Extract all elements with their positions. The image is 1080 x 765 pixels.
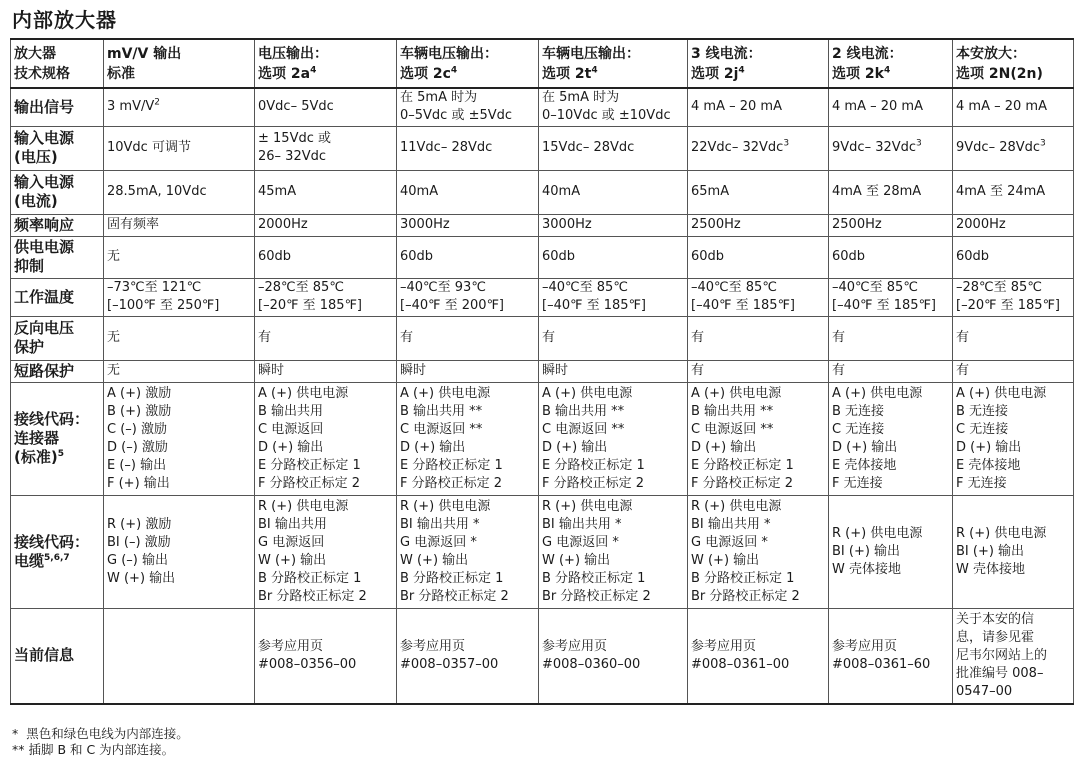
cell-text: 无 [107, 249, 121, 264]
cell-text: 无 [107, 330, 121, 345]
table-row [11, 88, 1074, 126]
cell-text: R (+) 供电电源 BI 输出共用 * G 电源返回 * W (+) 输出 B 分路校正标定 1 Br 分路校正标定 2 [691, 498, 800, 604]
table-cell [104, 360, 255, 382]
table-cell [688, 236, 829, 278]
table-cell [688, 88, 829, 126]
footnote-ref: 2 [154, 97, 160, 108]
table-body [11, 88, 1074, 704]
row-header-text: 输入电源 (电压) [14, 129, 75, 166]
table-cell [688, 382, 829, 495]
cell-text: –28℃至 85℃ [–20℉ 至 185℉] [258, 280, 363, 313]
table-cell [397, 608, 539, 704]
table-cell [397, 316, 539, 360]
footnote-2: ** 插脚 B 和 C 为内部连接。 [12, 742, 175, 757]
footnote-ref: 4 [310, 64, 317, 75]
table-cell [255, 608, 397, 704]
table-cell [953, 278, 1074, 316]
table-row [11, 170, 1074, 214]
cell-text: 参考应用页 #008–0361–60 [832, 638, 931, 672]
table-cell [104, 316, 255, 360]
cell-text: 参考应用页 #008–0356–00 [258, 638, 357, 672]
row-header-text: 反向电压 保护 [14, 319, 75, 356]
table-cell [688, 316, 829, 360]
cell-text: 4mA 至 24mA [956, 184, 1046, 199]
table-cell [104, 214, 255, 236]
row-header-text: 接线代码： 电缆 [14, 532, 90, 570]
table-cell [829, 278, 953, 316]
table-cell [539, 88, 688, 126]
table-cell [255, 236, 397, 278]
cell-text: 有 [956, 363, 970, 378]
cell-text: 4 mA – 20 mA [832, 99, 923, 115]
cell-text: ± 15Vdc 或 26– 32Vdc [258, 131, 331, 164]
table-cell [953, 214, 1074, 236]
row-header-text: 频率响应 [14, 215, 75, 234]
column-header-text: mV/V 输出 标准 [107, 45, 182, 82]
table-cell [255, 214, 397, 236]
cell-text: 4 mA – 20 mA [691, 99, 782, 115]
cell-text: 3 mV/V [107, 99, 155, 115]
table-cell [829, 316, 953, 360]
footnote-1: * 黑色和绿色电线为内部连接。 [12, 726, 189, 741]
table-cell [953, 382, 1074, 495]
table-cell [104, 495, 255, 608]
table-row [11, 126, 1074, 170]
cell-text: 4 mA – 20 mA [956, 99, 1047, 115]
row-header [11, 495, 104, 608]
table-cell [255, 495, 397, 608]
cell-text: 固有频率 [107, 217, 160, 232]
table-cell [829, 495, 953, 608]
table-cell [397, 360, 539, 382]
table-cell [397, 88, 539, 126]
cell-text: 有 [400, 330, 414, 345]
column-header-text: 放大器 技术规格 [14, 45, 70, 82]
cell-text: 瞬时 [258, 363, 285, 378]
cell-text: 9Vdc– 28Vdc [956, 140, 1041, 155]
cell-text: 60db [832, 249, 866, 264]
table-cell [104, 88, 255, 126]
row-header-text: 当前信息 [14, 646, 75, 665]
table-cell [255, 126, 397, 170]
footnote-ref: 4 [591, 64, 598, 75]
footnote-ref: 5 [57, 449, 64, 459]
table-row [11, 316, 1074, 360]
cell-text: 60db [691, 249, 725, 264]
cell-text: 2500Hz [691, 217, 741, 232]
table-cell [397, 278, 539, 316]
column-header-text: 电压输出： 选项 2a [258, 45, 328, 82]
row-header-text: 输出信号 [14, 97, 75, 116]
cell-text: A (+) 激励 B (+) 激励 C (–) 激励 D (–) 激励 E (–) 输出 F (+) 输出 [107, 385, 172, 491]
cell-text: 关于本安的信 息，请参见霍 尼韦尔网站上的 批准编号 008– 0547–00 [956, 611, 1048, 699]
column-header-text: 车辆电压输出： 选项 2t [542, 45, 640, 82]
cell-text: A (+) 供电电源 B 输出共用 ** C 电源返回 ** D (+) 输出 E 分路校正标定 1 F 分路校正标定 2 [542, 385, 645, 491]
table-cell [953, 170, 1074, 214]
cell-text: A (+) 供电电源 B 输出共用 ** C 电源返回 ** D (+) 输出 E 分路校正标定 1 F 分路校正标定 2 [400, 385, 503, 491]
table-cell [104, 278, 255, 316]
table-cell [397, 214, 539, 236]
table-cell [397, 495, 539, 608]
column-header-2 [255, 39, 397, 88]
cell-text: A (+) 供电电源 B 输出共用 C 电源返回 D (+) 输出 E 分路校正标定 1 F 分路校正标定 2 [258, 385, 361, 491]
table-cell [255, 88, 397, 126]
table-cell [539, 608, 688, 704]
footnote-ref: 4 [738, 64, 745, 75]
row-header [11, 214, 104, 236]
column-header-text: 3 线电流： 选项 2j [691, 45, 762, 82]
cell-text: 60db [400, 249, 434, 264]
row-header [11, 236, 104, 278]
footnote-ref: 4 [883, 64, 891, 75]
cell-text: 有 [956, 330, 970, 345]
table-cell [829, 382, 953, 495]
table-cell [104, 236, 255, 278]
table-cell [953, 88, 1074, 126]
cell-text: 22Vdc– 32Vdc [691, 140, 784, 155]
cell-text: 45mA [258, 184, 297, 199]
table-cell [397, 170, 539, 214]
row-header [11, 382, 104, 495]
footnote-ref: 5,6,7 [44, 552, 70, 563]
table-cell [953, 360, 1074, 382]
cell-text: A (+) 供电电源 B 输出共用 ** C 电源返回 ** D (+) 输出 E 分路校正标定 1 F 分路校正标定 2 [691, 385, 794, 491]
cell-text: 瞬时 [400, 363, 427, 378]
cell-text: 65mA [691, 184, 730, 199]
table-cell [829, 360, 953, 382]
table-cell [104, 608, 255, 704]
cell-text: –73℃至 121℃ [–100℉ 至 250℉] [107, 280, 220, 313]
table-cell [688, 170, 829, 214]
column-header-0 [11, 39, 104, 88]
table-cell [255, 360, 397, 382]
table-cell [829, 126, 953, 170]
cell-text: A (+) 供电电源 B 无连接 C 无连接 D (+) 输出 E 壳体接地 F 无连接 [832, 385, 923, 491]
row-header [11, 608, 104, 704]
footnote-ref: 3 [783, 138, 790, 149]
column-header-1 [104, 39, 255, 88]
footnote-ref: 4 [450, 64, 458, 75]
table-cell [539, 278, 688, 316]
cell-text: A (+) 供电电源 B 无连接 C 无连接 D (+) 输出 E 壳体接地 F 无连接 [956, 385, 1047, 491]
row-header [11, 278, 104, 316]
amplifier-spec-table [10, 38, 1074, 705]
column-header-text: 本安放大： 选项 2N(2n) [956, 45, 1043, 82]
cell-text: R (+) 供电电源 BI (+) 输出 W 壳体接地 [832, 525, 923, 577]
row-header [11, 360, 104, 382]
cell-text: 2000Hz [258, 217, 308, 232]
table-cell [255, 382, 397, 495]
table-cell [397, 382, 539, 495]
table-cell [688, 360, 829, 382]
table-cell [829, 170, 953, 214]
cell-text: R (+) 供电电源 BI 输出共用 * G 电源返回 * W (+) 输出 B 分路校正标定 1 Br 分路校正标定 2 [542, 498, 651, 604]
cell-text: 9Vdc– 32Vdc [832, 140, 917, 155]
row-header [11, 88, 104, 126]
cell-text: 参考应用页 #008–0357–00 [400, 638, 499, 672]
cell-text: 11Vdc– 28Vdc [400, 140, 493, 155]
table-cell [688, 608, 829, 704]
cell-text: 0Vdc– 5Vdc [258, 99, 334, 115]
cell-text: 60db [956, 249, 990, 264]
row-header-text: 接线代码： 连接器 (标准) [14, 410, 90, 466]
table-cell [397, 126, 539, 170]
cell-text: 有 [691, 363, 705, 378]
cell-text: 40mA [400, 184, 439, 199]
column-header-5 [688, 39, 829, 88]
page-title: 内部放大器 [12, 8, 117, 32]
cell-text: 15Vdc– 28Vdc [542, 140, 635, 155]
cell-text: 28.5mA, 10Vdc [107, 184, 207, 199]
footnote-ref: 3 [916, 138, 922, 149]
row-header [11, 316, 104, 360]
table-cell [953, 236, 1074, 278]
row-header-text: 输入电源 (电流) [14, 173, 75, 210]
cell-text: 有 [832, 363, 846, 378]
cell-text: 3000Hz [542, 217, 592, 232]
column-header-3 [397, 39, 539, 88]
cell-text: –40℃至 85℃ [–40℉ 至 185℉] [542, 280, 647, 313]
table-row [11, 608, 1074, 704]
table-cell [829, 88, 953, 126]
column-header-6 [829, 39, 953, 88]
table-row [11, 495, 1074, 608]
table-row [11, 236, 1074, 278]
table-cell [688, 278, 829, 316]
cell-text: –40℃至 93℃ [–40℉ 至 200℉] [400, 280, 505, 313]
table-cell [539, 382, 688, 495]
cell-text: –40℃至 85℃ [–40℉ 至 185℉] [832, 280, 937, 313]
table-cell [829, 608, 953, 704]
table-cell [539, 316, 688, 360]
column-header-text: 2 线电流： 选项 2k [832, 45, 903, 82]
table-cell [539, 126, 688, 170]
cell-text: –40℃至 85℃ [–40℉ 至 185℉] [691, 280, 796, 313]
row-header-text: 短路保护 [14, 361, 75, 380]
cell-text: 有 [832, 330, 846, 345]
table-cell [688, 126, 829, 170]
table-cell [539, 495, 688, 608]
table-cell [953, 316, 1074, 360]
cell-text: 在 5mA 时为 0–10Vdc 或 ±10Vdc [542, 90, 671, 124]
table-cell [953, 608, 1074, 704]
cell-text: 瞬时 [542, 363, 569, 378]
cell-text: 4mA 至 28mA [832, 184, 922, 199]
cell-text: R (+) 供电电源 BI 输出共用 G 电源返回 W (+) 输出 B 分路校正标定 1 Br 分路校正标定 2 [258, 498, 367, 604]
table-cell [104, 382, 255, 495]
cell-text: R (+) 供电电源 BI (+) 输出 W 壳体接地 [956, 525, 1047, 577]
table-cell [397, 236, 539, 278]
cell-text: 10Vdc 可调节 [107, 140, 191, 155]
table-row [11, 214, 1074, 236]
row-header-text: 工作温度 [14, 287, 75, 306]
cell-text: –28℃至 85℃ [–20℉ 至 185℉] [956, 280, 1061, 313]
cell-text: 有 [258, 330, 272, 345]
column-header-4 [539, 39, 688, 88]
table-cell [255, 170, 397, 214]
cell-text: 参考应用页 #008–0360–00 [542, 638, 641, 672]
table-cell [953, 495, 1074, 608]
row-header [11, 126, 104, 170]
cell-text: 60db [258, 249, 292, 264]
column-header-7 [953, 39, 1074, 88]
header-row [11, 39, 1074, 88]
footnote-ref: 3 [1040, 138, 1046, 149]
cell-text: 3000Hz [400, 217, 450, 232]
cell-text: 2500Hz [832, 217, 882, 232]
table-row [11, 360, 1074, 382]
cell-text: R (+) 供电电源 BI 输出共用 * G 电源返回 * W (+) 输出 B 分路校正标定 1 Br 分路校正标定 2 [400, 498, 509, 604]
cell-text: 有 [691, 330, 705, 345]
cell-text: 有 [542, 330, 556, 345]
table-cell [539, 214, 688, 236]
row-header-text: 供电电源 抑制 [14, 238, 75, 275]
footnotes [12, 726, 189, 758]
column-header-text: 车辆电压输出： 选项 2c [400, 45, 498, 82]
table-cell [539, 360, 688, 382]
table-cell [953, 126, 1074, 170]
cell-text: 40mA [542, 184, 581, 199]
table-cell [255, 316, 397, 360]
table-cell [104, 126, 255, 170]
table-cell [829, 236, 953, 278]
table-cell [688, 214, 829, 236]
table-cell [539, 236, 688, 278]
table-cell [104, 170, 255, 214]
cell-text: R (+) 激励 BI (–) 激励 G (–) 输出 W (+) 输出 [107, 516, 176, 586]
cell-text: 在 5mA 时为 0–5Vdc 或 ±5Vdc [400, 90, 513, 124]
cell-text: 参考应用页 #008–0361–00 [691, 638, 790, 672]
table-cell [539, 170, 688, 214]
cell-text: 无 [107, 363, 121, 378]
table-cell [688, 495, 829, 608]
cell-text: 60db [542, 249, 576, 264]
table-cell [829, 214, 953, 236]
table-row [11, 382, 1074, 495]
cell-text: 2000Hz [956, 217, 1006, 232]
table-row [11, 278, 1074, 316]
row-header [11, 170, 104, 214]
table-cell [255, 278, 397, 316]
